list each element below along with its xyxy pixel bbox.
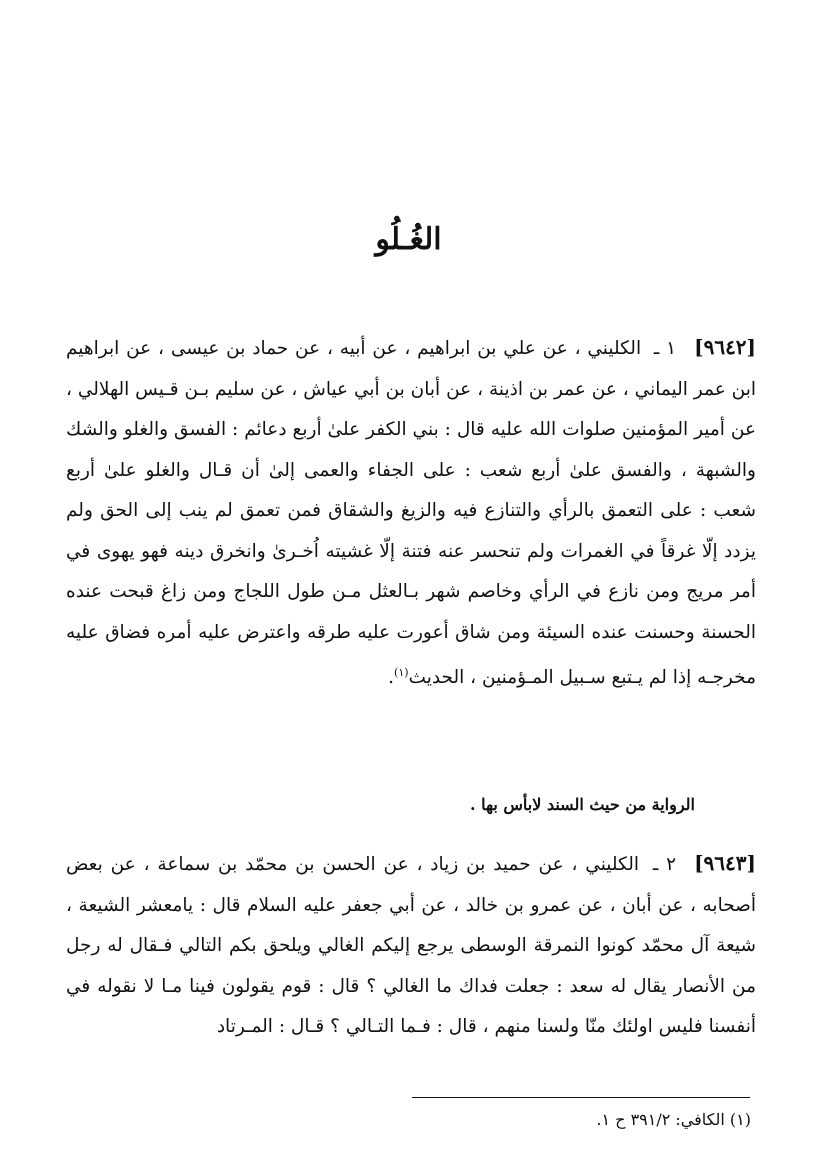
- page-title: الغُـلُو: [375, 222, 442, 257]
- hadith-number: [٩٦٤٣]: [694, 851, 756, 875]
- footnote-reference: (١): [394, 666, 409, 679]
- footnote-divider: [412, 1097, 750, 1098]
- footnote: (١) الكافي: ٣٩١/٢ ح ١.: [596, 1110, 751, 1129]
- hadith-text: الكليني ، عن حميد بن زياد ، عن الحسن بن محمّد بن سماعة ، عن بعض أصحابه ، عن أبان ، عن عمرو بن خالد ، عن أبي جعفر عليه السلام قال : يامعشر الشيعة ، شيعة آل محمّد كونوا النمرقة الوسطى يرجع إليكم الغالي ويلحق بكم التالي فـقال له رجل من الأنصار يقال له سعد : جعلت فداك ما الغالي ؟ قال : قوم يقولون فينا مـا لا نقوله في أنفسنا فليس اولئك منّا ولسنا منهم ، قال : فـما التـالي ؟ قـال : المـرتاد: [66, 854, 756, 1037]
- hadith-end-mark: .: [388, 667, 395, 689]
- hadith-9642: [66, 327, 756, 699]
- hadith-9643: [66, 843, 756, 1048]
- hadith-sequence: ٢ ـ: [652, 854, 677, 875]
- hadith-number: [٩٦٤٢]: [694, 335, 757, 359]
- hadith-text: الكليني ، عن علي بن ابراهيم ، عن أبيه ، عن حماد بن عيسى ، عن ابراهيم ابن عمر اليماني ، عن عمر بن اذينة ، عن أبان بن أبي عياش ، عن سليم بـن قـيس الهلالي ، عن أمير المؤمنين صلوات الله عليه قال : بني الكفر علىٰ أربع دعائم : الفسق والغلو والشك والشبهة ، والفسق علىٰ أربع شعب : على الجفاء والعمى إلىٰ أن قـال والغلو علىٰ أربع شعب : على التعمق بالرأي والتنازع فيه والزيغ والشقاق فمن تعمق لم ينب إلى الحق ولم يزدد إلّا غرقاً في الغمرات ولم تنحسر عنه فتنة إلّا غشيته اُخـرىٰ وانخرق دينه فهو يهوى في أمر مريج ومن نازع في الرأي وخاصم شهر بـالعثل مـن طول اللجاج ومن زاغ قبحت عنده الحسنة وحسنت عنده السيئة ومن شاق أعورت عليه طرقه واعترض عليه أمره فضاق عليه مخرجـه إذا لم يـتبع سـبيل المـؤمنين ، الحديث: [66, 338, 756, 689]
- chain-assessment-note: الرواية من حيث السند لابأس بها .: [469, 795, 695, 814]
- hadith-sequence: ١ ـ: [653, 338, 677, 359]
